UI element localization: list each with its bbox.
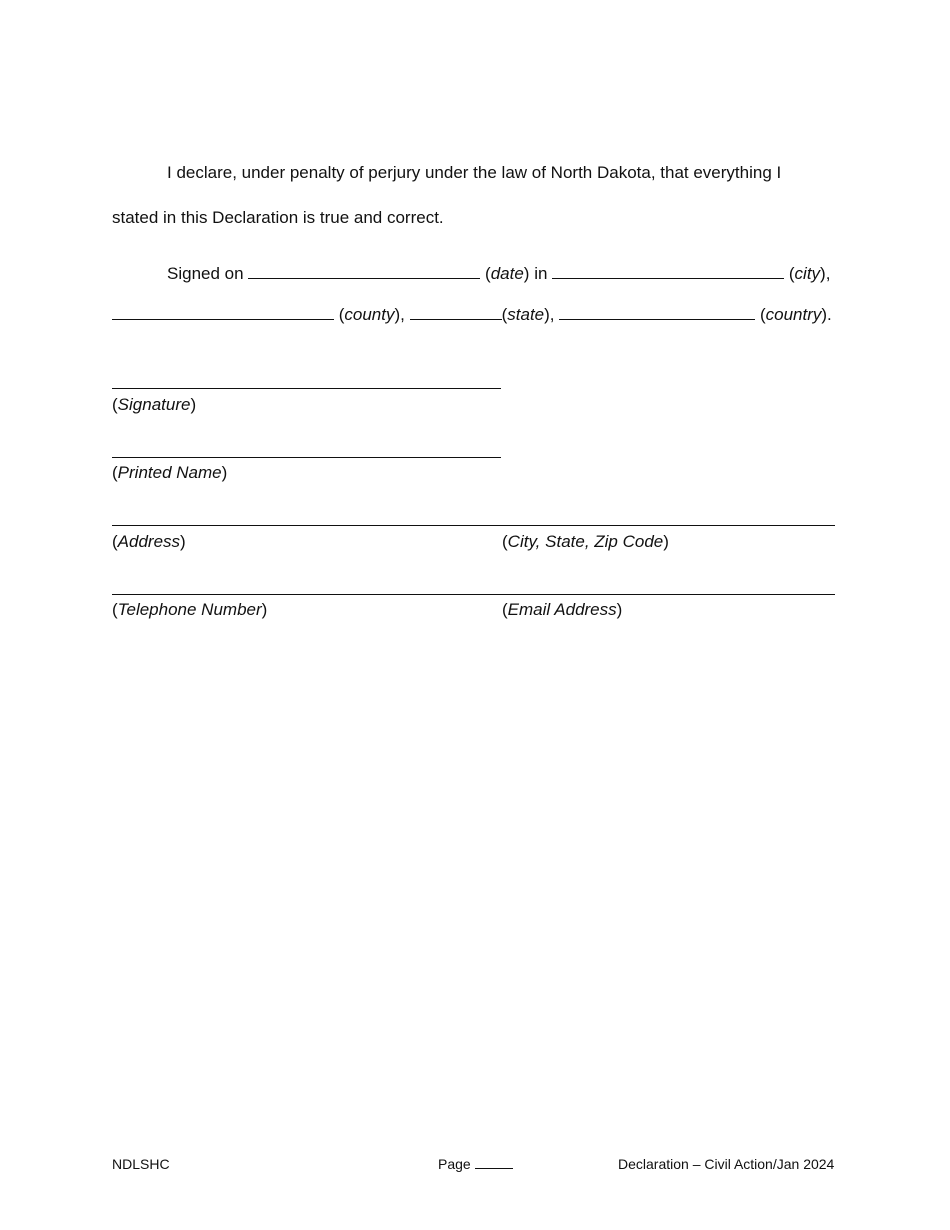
telephone-caption: (Telephone Number) [112, 600, 268, 619]
footer-right: Declaration – Civil Action/Jan 2024 [618, 1156, 835, 1172]
declaration-line-1: I declare, under penalty of perjury under the law of North Dakota, that everything I [167, 163, 782, 182]
printed-name-line[interactable] [112, 457, 501, 458]
footer-page-label: Page [438, 1156, 471, 1172]
signed-on-line-1: Signed on (date) in (city), [167, 264, 831, 283]
date-label: date [490, 264, 524, 283]
country-label: country [765, 305, 822, 324]
address-label: Address [117, 532, 181, 551]
signature-caption: (Signature) [112, 395, 197, 414]
in-text: in [534, 264, 548, 283]
email-caption: (Email Address) [502, 600, 623, 619]
printed-name-caption: (Printed Name) [112, 463, 228, 482]
signed-on-prefix: Signed on [167, 264, 244, 283]
city-state-zip-caption: (City, State, Zip Code) [502, 532, 669, 551]
date-blank[interactable] [248, 263, 480, 279]
county-label: county [344, 305, 395, 324]
signed-on-line-2: (county), (state), (country). [112, 304, 832, 325]
telephone-label: Telephone Number [117, 600, 262, 619]
city-state-zip-label: City, State, Zip Code [507, 532, 664, 551]
footer-page [438, 1155, 513, 1173]
address-caption: (Address) [112, 532, 186, 551]
declaration-line-2: stated in this Declaration is true and correct. [112, 208, 444, 227]
state-blank[interactable] [410, 304, 502, 320]
printed-name-label: Printed Name [117, 463, 222, 482]
city-blank[interactable] [552, 263, 784, 279]
email-label: Email Address [507, 600, 617, 619]
county-blank[interactable] [112, 304, 334, 320]
state-label: state [507, 305, 545, 324]
country-blank[interactable] [559, 304, 755, 320]
signature-label: Signature [117, 395, 191, 414]
address-line[interactable] [112, 525, 835, 526]
city-label: city [794, 264, 821, 283]
telephone-email-line[interactable] [112, 594, 835, 595]
signature-line[interactable] [112, 388, 501, 389]
page-number-blank[interactable] [475, 1155, 513, 1169]
footer-left: NDLSHC [112, 1156, 170, 1172]
